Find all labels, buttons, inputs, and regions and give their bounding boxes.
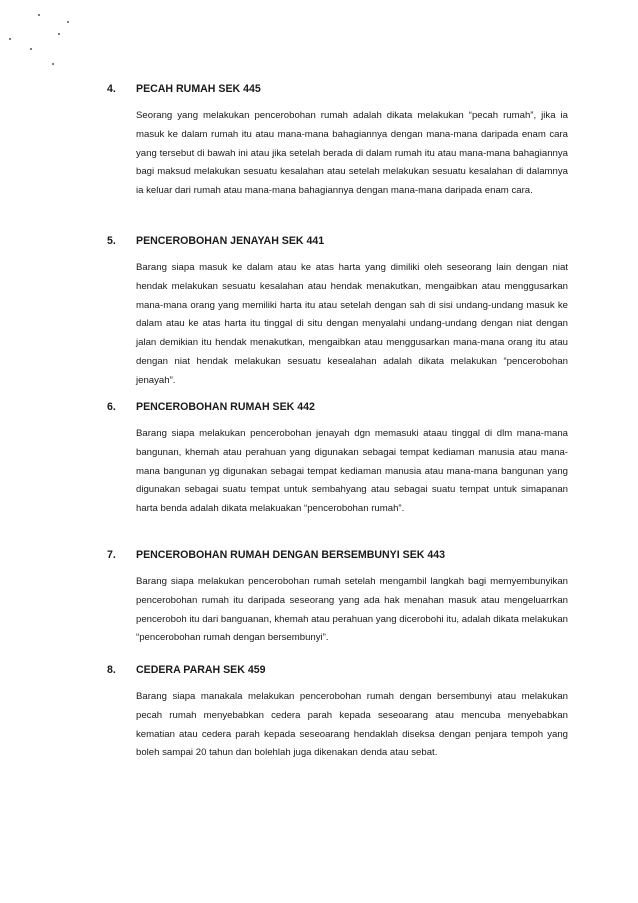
section-heading: [107, 548, 569, 562]
section-number: 7.: [107, 549, 116, 561]
section-pencerobohan-jenayah: [107, 234, 569, 391]
section-heading: [107, 663, 569, 677]
section-body: Seorang yang melakukan pencerobohan rumah adalah dikata melakukan “pecah rumah”, jika ia masuk ke dalam rumah itu atau mana-mana bahagiannya dengan mana-mana daripada enam cara yang tersebut di bawah ini atau jika setelah berada di dalam rumah itu atau mana-mana bahagiannya bagi maksud melakukan sesuatu kesalahan atau setelah melakukan sesuatu kesalahan di dalamnya ia keluar dari rumah atau mana-mana bahagiannya dengan mana-mana daripada enam cara.: [136, 110, 568, 197]
section-title: PENCEROBOHAN JENAYAH SEK 441: [136, 235, 325, 247]
section-heading: [107, 234, 569, 248]
section-title: PENCEROBOHAN RUMAH SEK 442: [136, 401, 315, 413]
scan-speck: [9, 38, 11, 40]
section-title: CEDERA PARAH SEK 459: [136, 664, 266, 676]
section-title: PENCEROBOHAN RUMAH DENGAN BERSEMBUNYI SEK 443: [136, 549, 446, 561]
scan-speck: [67, 21, 69, 23]
scan-speck: [38, 14, 40, 16]
section-body: Barang siapa melakukan pencerobohan rumah setelah mengambil langkah bagi memyembunyikan pencerobohan rumah itu daripada seseorang yang ada hak menahan masuk atau mengeluarrkan penceroboh itu dari banguanan, khemah atau perahuan yang dicerobohi itu, adalah dikata melakukan “pencerobohan rumah dengan bersembunyi”.: [136, 576, 568, 644]
section-number: 8.: [107, 664, 116, 676]
section-heading: [107, 82, 569, 96]
section-number: 4.: [107, 83, 116, 95]
section-pencerobohan-rumah: [107, 400, 569, 519]
section-title: PECAH RUMAH SEK 445: [136, 83, 261, 95]
section-body: Barang siapa manakala melakukan pencerobohan rumah dengan bersembunyi atau melakukan pecah rumah menyebabkan cedera parah kepada seseoarang atau mencuba menyebabkan kematian atau cedera parah kepada seseoarang hendaklah diseksa dengan penjara tempoh yang boleh sampai 20 tahun dan bolehlah juga dikenakan denda atau sebat.: [136, 691, 568, 759]
scan-speck: [30, 48, 32, 50]
section-body: Barang siapa melakukan pencerobohan jenayah dgn memasuki ataau tinggal di dlm mana-mana bangunan, khemah atau perahuan yang digunakan sebagai tempat kediaman manusia atau mana-mana bangunan yg digunakan sebagai tempat kediaman manusia atau mana-mana bangunan yang digunakan sebagai suatu tempat untuk sembahyang atau sebagai suatu tempat untuk simapanan harta benda adalah dikata melakuakan “pencerobohan rumah”.: [136, 428, 568, 515]
section-pecah-rumah: [107, 82, 569, 201]
scan-speck: [58, 33, 60, 35]
section-number: 5.: [107, 235, 116, 247]
section-heading: [107, 400, 569, 414]
section-pencerobohan-rumah-bersembunyi: [107, 548, 569, 648]
section-cedera-parah: [107, 663, 569, 763]
scan-speck: [52, 63, 54, 65]
section-number: 6.: [107, 401, 116, 413]
section-body: Barang siapa masuk ke dalam atau ke atas harta yang dimiliki oleh seseorang lain dengan niat hendak melakukan sesuatu kesalahan atau hendak menakutkan, mengaibkan atau menggusarkan mana-mana orang yang memiliki harta itu atau setelah dengan sah di sisi undang-undang masuk ke dalam atau ke atas harta itu tinggal di situ dengan menyalahi undang-undang dengan niat dengan jalan demikian itu hendak menakutkan, mengaibkan atau menggusarkan mana-mana orang itu atau dengan niat hendak melakukan sesuatu kesealahan adalah dikata melakukan “pencerobohan jenayah”.: [136, 262, 568, 386]
